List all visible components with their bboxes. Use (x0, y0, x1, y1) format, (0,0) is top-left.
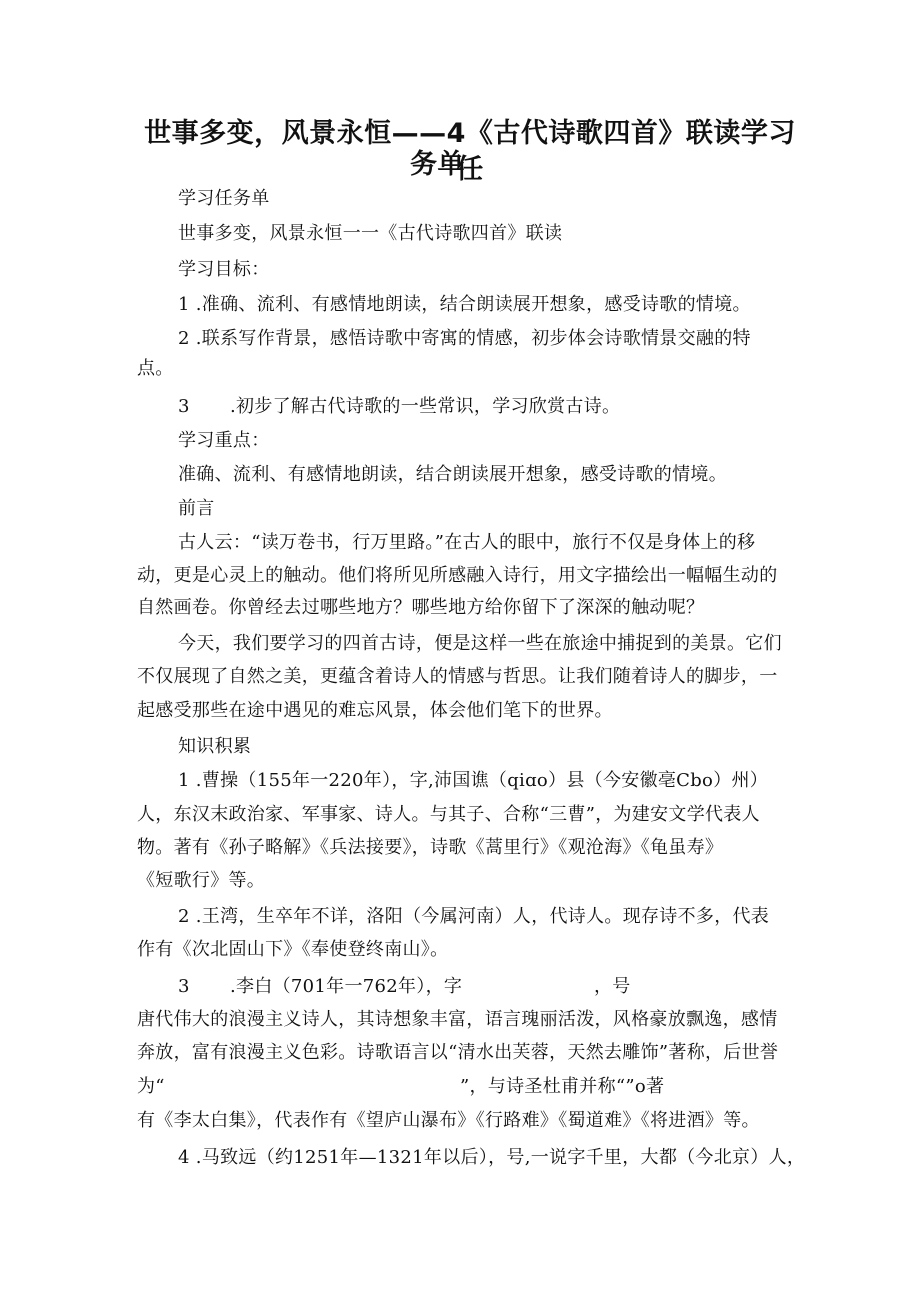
goal-3-text: .初步了解古代诗歌的一些常识，学习欣赏古诗。 (230, 396, 621, 417)
li-bai-line-4a: 为“ (137, 1076, 165, 1097)
goal-2-line-2: 点。 (137, 358, 174, 379)
preface-para-1-line-2: 动，更是心灵上的触动。他们将所见所感融入诗行，用文字描绘出一幅幅生动的 (137, 565, 778, 586)
li-bai-line-1a: .李白（701年一762年），字 (230, 976, 463, 997)
wang-wan-line-2: 作有《次北固山下》《奉使登终南山》。 (137, 939, 449, 960)
li-bai-number: 3 (178, 976, 190, 997)
document-title-line-1: 世事多变，风景永恒——4《古代诗歌四首》联读学习任 (144, 118, 796, 185)
worksheet-label: 学习任务单 (178, 188, 270, 209)
preface-heading: 前言 (178, 498, 215, 519)
preface-para-1-line-3: 自然画卷。你曾经去过哪些地方？哪些地方给你留下了深深的触动呢？ (137, 597, 705, 618)
preface-para-2-line-1: 今天，我们要学习的四首古诗，便是这样一些在旅途中捕捉到的美景。它们 (178, 633, 782, 654)
goal-3-number: 3 (178, 396, 190, 417)
cao-cao-line-4: 《短歌行》等。 (137, 870, 266, 891)
li-bai-line-5: 有《李太白集》，代表作有《望庐山瀑布》《行路难》《蜀道难》《将进酒》等。 (137, 1110, 760, 1131)
cao-cao-line-2: 人，东汉末政治家、军事家、诗人。与其子、合称“三曹”，为建安文学代表人 (137, 804, 760, 825)
ma-zhiyuan-line-1: 4 .马致远（约1251年—1321年以后），号,一说字千里，大都（今北京）人， (178, 1147, 806, 1168)
learning-goals-heading: 学习目标： (178, 259, 270, 280)
preface-para-1-line-1: 古人云：“读万卷书，行万里路。”在古人的眼中，旅行不仅是身体上的移 (178, 532, 756, 553)
cao-cao-line-3: 物。著有《孙子略解》《兵法接要》，诗歌《蒿里行》《观沧海》《龟虽寿》 (137, 837, 724, 858)
cao-cao-line-1: 1 .曹操（155年一220年），字,沛国谯（qiɑo）县（今安徽亳Cbo）州） (178, 770, 769, 791)
li-bai-line-2: 唐代伟大的浪漫主义诗人，其诗想象丰富，语言瑰丽活泼，风格豪放飘逸，感情 (137, 1009, 778, 1030)
li-bai-line-3: 奔放，富有浪漫主义色彩。诗歌语言以“清水出芙蓉，天然去雕饰”著称，后世誉 (137, 1042, 779, 1063)
goal-1: 1 .准确、流利、有感情地朗读，结合朗读展开想象，感受诗歌的情境。 (178, 294, 751, 315)
key-point-text: 准确、流利、有感情地朗读，结合朗读展开想象，感受诗歌的情境。 (178, 464, 727, 485)
key-points-heading: 学习重点： (178, 430, 270, 451)
preface-para-2-line-2: 不仅展现了自然之美，更蕴含着诗人的情感与哲思。让我们随着诗人的脚步，一 (137, 666, 778, 687)
li-bai-line-4b: ”，与诗圣杜甫并称“”o著 (460, 1076, 665, 1097)
worksheet-subtitle: 世事多变，风景永恒一一《古代诗歌四首》联读 (178, 223, 563, 244)
document-title-line-2: 务单 (410, 149, 465, 180)
goal-2-line-1: 2 .联系写作背景，感悟诗歌中寄寓的情感，初步体会诗歌情景交融的特 (178, 328, 751, 349)
li-bai-line-1b: ，号 (594, 976, 631, 997)
wang-wan-line-1: 2 .王湾，生卒年不详，洛阳（今属河南）人，代诗人。现存诗不多，代表 (178, 906, 770, 927)
knowledge-heading: 知识积累 (178, 736, 252, 757)
preface-para-2-line-3: 起感受那些在途中遇见的难忘风景，体会他们笔下的世界。 (137, 700, 613, 721)
